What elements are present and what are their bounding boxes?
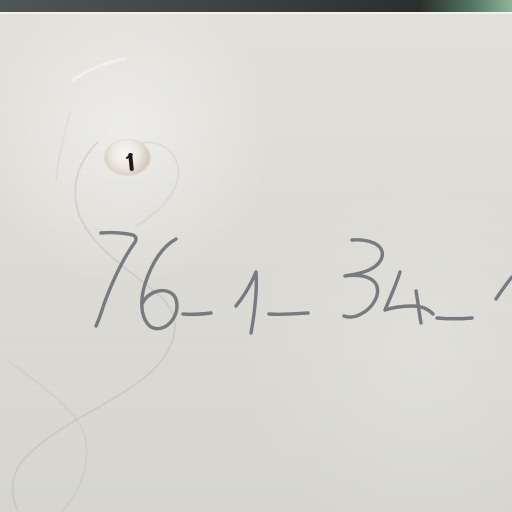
paper-sheet xyxy=(0,12,512,512)
handwritten-number-text xyxy=(94,226,512,312)
punched-hole-area xyxy=(95,130,170,188)
